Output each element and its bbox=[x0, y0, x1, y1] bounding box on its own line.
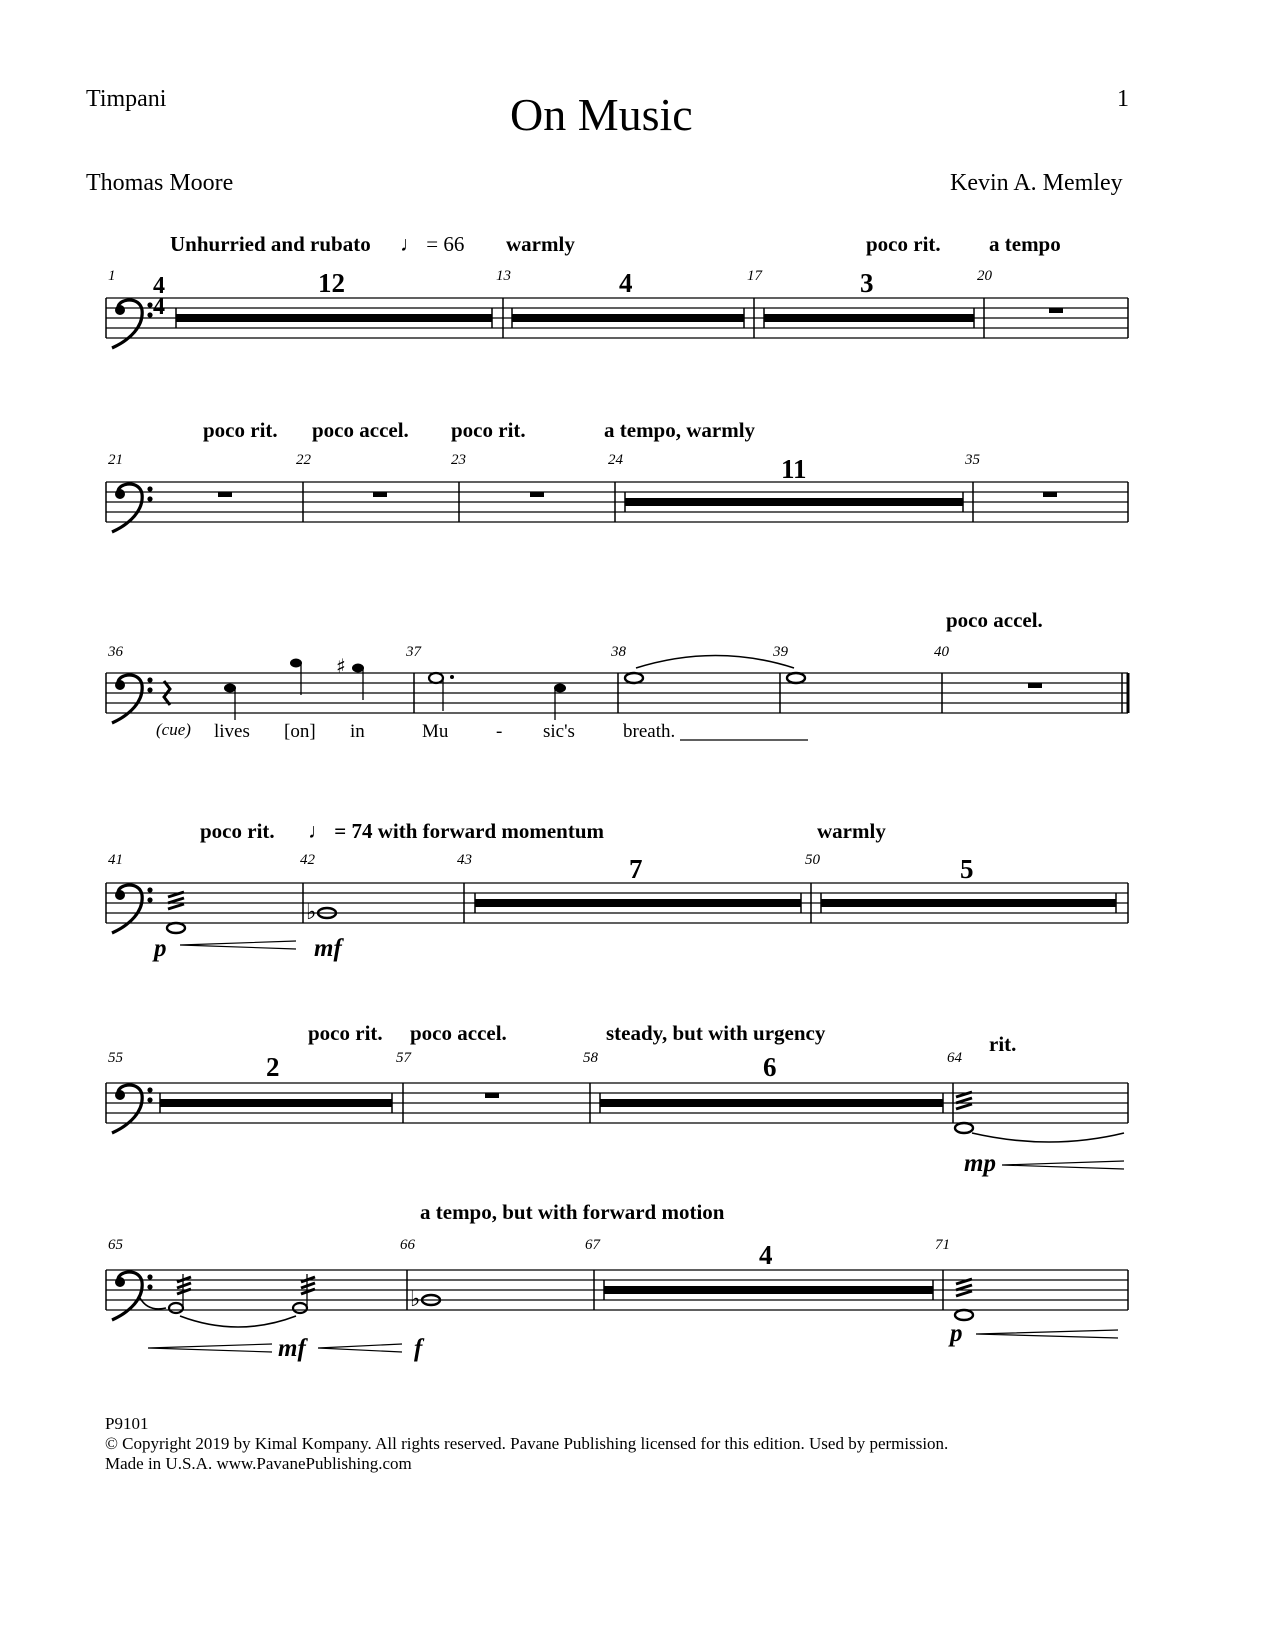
tremolo bbox=[168, 904, 184, 909]
time-signature: 4 4 bbox=[153, 273, 165, 320]
lyric-syllable: sic's bbox=[543, 721, 575, 742]
direction-poco-accel: poco accel. bbox=[312, 418, 409, 442]
measure-number: 36 bbox=[108, 644, 123, 660]
footer-copyright: © Copyright 2019 by Kimal Kompany. All rights reserved. Pavane Publishing licensed for this edition. Used by permission. bbox=[105, 1434, 949, 1453]
sharp-icon: ♯ bbox=[336, 654, 346, 678]
multirest-count: 6 bbox=[763, 1052, 777, 1082]
measure-number: 65 bbox=[108, 1237, 123, 1253]
measure-number: 57 bbox=[396, 1050, 411, 1066]
bass-clef-icon bbox=[112, 484, 153, 532]
direction-poco-rit: poco rit. bbox=[866, 232, 941, 256]
footer-code: P9101 bbox=[105, 1414, 149, 1433]
measure-number: 35 bbox=[965, 452, 980, 468]
half-note bbox=[169, 1303, 183, 1313]
multirest-count: 4 bbox=[619, 268, 633, 298]
tremolo bbox=[956, 1104, 972, 1109]
measure-number: 50 bbox=[805, 852, 820, 868]
tremolo bbox=[177, 1283, 191, 1288]
whole-rest bbox=[530, 492, 544, 497]
measure-number: 37 bbox=[406, 644, 421, 660]
lyric-syllable: lives bbox=[214, 721, 250, 742]
metronome-mark: ♩ = 66 bbox=[400, 232, 465, 256]
whole-rest bbox=[485, 1093, 499, 1098]
lyric-syllable: [on] bbox=[284, 721, 316, 742]
measure-number: 22 bbox=[296, 452, 311, 468]
direction-poco-rit: poco rit. bbox=[200, 819, 275, 843]
direction-a-tempo: a tempo bbox=[989, 232, 1061, 256]
measure-number: 13 bbox=[496, 268, 511, 284]
measure-number: 24 bbox=[608, 452, 623, 468]
dynamic-mark: p bbox=[154, 935, 167, 962]
crescendo-hairpin bbox=[180, 941, 296, 949]
direction-poco-accel: poco accel. bbox=[410, 1021, 507, 1045]
dot bbox=[450, 675, 454, 679]
whole-rest bbox=[218, 492, 232, 497]
dynamic-mark: mf bbox=[314, 935, 342, 962]
direction-steady: steady, but with urgency bbox=[606, 1021, 826, 1045]
measure-number: 64 bbox=[947, 1050, 962, 1066]
whole-rest bbox=[1049, 308, 1063, 313]
multirest-count: 3 bbox=[860, 268, 874, 298]
dynamic-mark: mp bbox=[964, 1150, 996, 1177]
measure-number: 20 bbox=[977, 268, 992, 284]
multimeasure-rest bbox=[600, 1099, 943, 1107]
measure-number: 42 bbox=[300, 852, 315, 868]
lyric-hyphen: - bbox=[496, 721, 503, 742]
slur bbox=[180, 1316, 296, 1327]
direction-a-tempo-forward: a tempo, but with forward motion bbox=[420, 1200, 725, 1224]
tie bbox=[636, 656, 794, 669]
lyric-syllable: breath. bbox=[623, 721, 676, 742]
note-head bbox=[290, 659, 302, 668]
half-note bbox=[293, 1303, 307, 1313]
note-head bbox=[554, 684, 566, 693]
tremolo bbox=[168, 898, 184, 903]
flat-icon: ♭ bbox=[306, 900, 317, 925]
dynamic-mark: f bbox=[414, 1335, 423, 1362]
measure-number: 66 bbox=[400, 1237, 415, 1253]
multimeasure-rest bbox=[475, 899, 801, 907]
quarter-note-icon: ♩ bbox=[308, 819, 329, 843]
direction-warmly: warmly bbox=[506, 232, 575, 256]
measure-number: 67 bbox=[585, 1237, 600, 1253]
composer: Kevin A. Memley bbox=[950, 170, 1123, 196]
crescendo-hairpin bbox=[318, 1344, 402, 1352]
measure-number: 43 bbox=[457, 852, 472, 868]
measure-number: 23 bbox=[451, 452, 466, 468]
direction-rit: rit. bbox=[989, 1032, 1017, 1056]
tremolo bbox=[956, 1285, 972, 1290]
measure-number: 71 bbox=[935, 1237, 950, 1253]
whole-rest bbox=[1043, 492, 1057, 497]
measure-number: 40 bbox=[934, 644, 949, 660]
metronome-mark: ♩ = 74 with forward momentum bbox=[308, 819, 605, 843]
dynamic-mark: mf bbox=[278, 1335, 306, 1362]
whole-rest bbox=[1028, 683, 1042, 688]
tempo-marking: Unhurried and rubato bbox=[170, 232, 371, 256]
cue-label: (cue) bbox=[156, 720, 191, 739]
multirest-count: 2 bbox=[266, 1052, 280, 1082]
lyricist: Thomas Moore bbox=[86, 170, 234, 196]
bass-clef-icon bbox=[112, 675, 153, 723]
multirest-count: 5 bbox=[960, 854, 974, 884]
measure-number: 21 bbox=[108, 452, 123, 468]
multimeasure-rest bbox=[821, 899, 1116, 907]
direction-poco-rit: poco rit. bbox=[451, 418, 526, 442]
whole-note bbox=[625, 673, 643, 683]
tie bbox=[972, 1133, 1124, 1142]
quarter-note-icon: ♩ bbox=[400, 232, 421, 256]
direction-poco-rit: poco rit. bbox=[308, 1021, 383, 1045]
crescendo-hairpin bbox=[148, 1344, 272, 1352]
crescendo-hairpin bbox=[1002, 1161, 1124, 1169]
whole-note bbox=[167, 923, 185, 933]
note-head bbox=[224, 684, 236, 693]
dynamic-mark: p bbox=[950, 1320, 963, 1347]
multimeasure-rest bbox=[764, 314, 974, 322]
measure-number: 38 bbox=[611, 644, 626, 660]
direction-poco-accel: poco accel. bbox=[946, 608, 1043, 632]
instrument-name: Timpani bbox=[86, 86, 167, 112]
lyric-syllable: Mu bbox=[422, 721, 449, 742]
measure-number: 1 bbox=[108, 268, 116, 284]
bass-clef-icon bbox=[112, 1085, 153, 1133]
multirest-count: 4 bbox=[759, 1240, 773, 1270]
multimeasure-rest bbox=[604, 1286, 933, 1294]
piece-title: On Music bbox=[510, 89, 693, 140]
bass-clef-icon bbox=[112, 885, 153, 933]
lyric-syllable: in bbox=[350, 721, 365, 742]
whole-note bbox=[787, 673, 805, 683]
multirest-count: 12 bbox=[318, 268, 345, 298]
multimeasure-rest bbox=[176, 314, 492, 322]
whole-rest bbox=[373, 492, 387, 497]
direction-warmly: warmly bbox=[817, 819, 886, 843]
bass-clef-icon bbox=[112, 300, 153, 348]
footer-made-in: Made in U.S.A. www.PavanePublishing.com bbox=[105, 1454, 412, 1473]
bass-clef-icon bbox=[112, 1272, 153, 1320]
measure-number: 55 bbox=[108, 1050, 123, 1066]
direction-poco-rit: poco rit. bbox=[203, 418, 278, 442]
measure-number: 41 bbox=[108, 852, 123, 868]
page-number: 1 bbox=[1117, 86, 1129, 112]
flat-icon: ♭ bbox=[410, 1287, 421, 1312]
tremolo bbox=[956, 1291, 972, 1296]
multirest-count: 7 bbox=[629, 854, 643, 884]
note-head bbox=[352, 664, 364, 673]
measure-number: 17 bbox=[747, 268, 762, 284]
multimeasure-rest bbox=[160, 1099, 392, 1107]
measure-number: 39 bbox=[773, 644, 788, 660]
crescendo-hairpin bbox=[976, 1330, 1118, 1338]
multimeasure-rest bbox=[512, 314, 744, 322]
whole-note bbox=[955, 1310, 973, 1320]
multimeasure-rest bbox=[625, 498, 963, 506]
measure-number: 58 bbox=[583, 1050, 598, 1066]
direction-a-tempo-warmly: a tempo, warmly bbox=[604, 418, 756, 442]
note-head bbox=[429, 673, 443, 683]
multirest-count: 11 bbox=[781, 454, 807, 484]
tremolo bbox=[956, 1098, 972, 1103]
tremolo bbox=[301, 1283, 315, 1288]
whole-note bbox=[955, 1123, 973, 1133]
